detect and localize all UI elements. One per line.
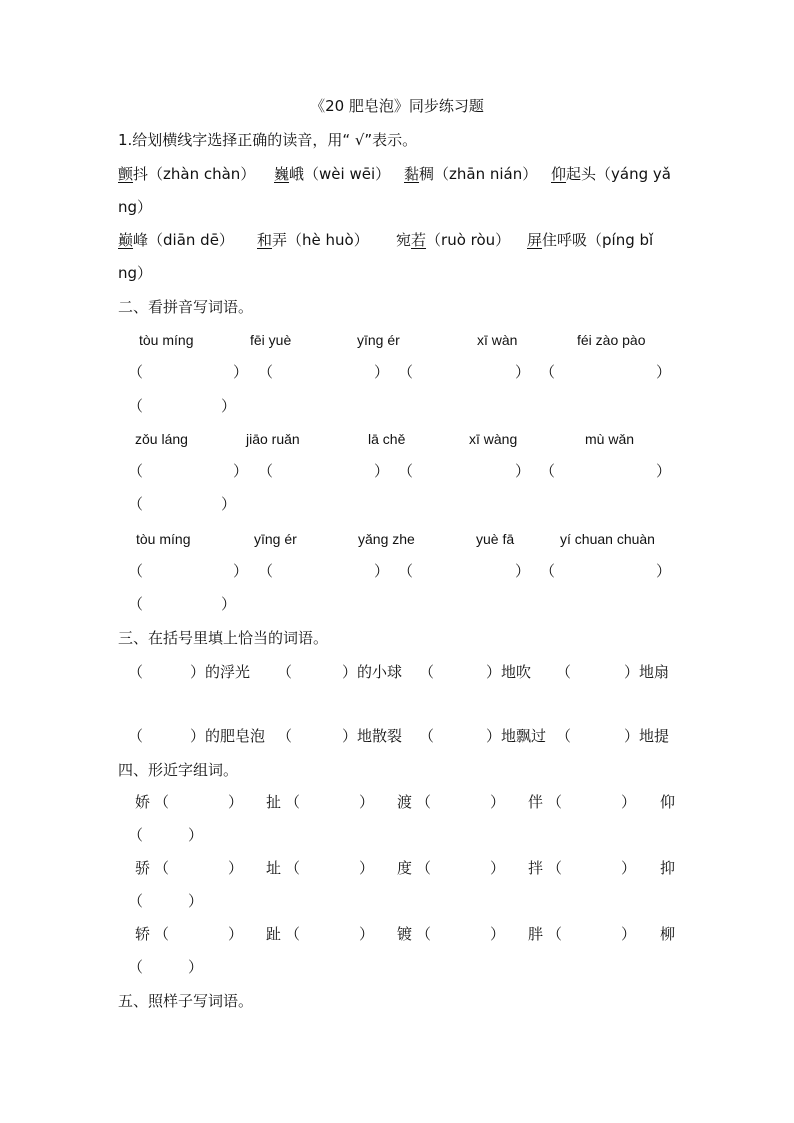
phrase-text: 地飘过: [501, 727, 547, 745]
answer-bracket: （: [128, 562, 144, 580]
pinyin: xī wàng: [469, 431, 518, 447]
answer-bracket: ）: [515, 562, 531, 580]
answer-bracket: （: [277, 727, 293, 745]
similar-char: 娇: [135, 793, 151, 811]
answer-bracket: （: [398, 462, 414, 480]
answer-bracket: ）: [359, 925, 375, 943]
fill-phrase: ）地吹: [486, 663, 532, 681]
answer-bracket: （: [398, 562, 414, 580]
answer-bracket: （: [285, 925, 301, 943]
answer-bracket: ）: [188, 826, 204, 844]
fill-phrase: ）的肥皂泡: [190, 727, 266, 745]
pinyin: tòu míng: [139, 332, 194, 348]
answer-bracket: （: [258, 363, 274, 381]
item-text: 稠（zhān nián）: [419, 165, 538, 183]
q1-item: [551, 164, 671, 184]
similar-char: 拌: [528, 859, 544, 877]
answer-bracket: （: [154, 925, 170, 943]
answer-bracket: ）: [188, 892, 204, 910]
answer-bracket: （: [154, 859, 170, 877]
item-text: 抖（zhàn chàn）: [133, 165, 256, 183]
fill-phrase: ）地提: [624, 727, 670, 745]
phrase-text: 地吹: [501, 663, 532, 681]
q4-heading: 四、形近字组词。: [118, 761, 239, 779]
item-text: 峰（diān dē）: [133, 231, 234, 249]
pinyin: yīng ér: [254, 531, 297, 547]
answer-bracket: ）: [221, 397, 237, 415]
answer-bracket: （: [285, 793, 301, 811]
q2-heading: 二、看拼音写词语。: [118, 298, 254, 316]
q1-item: [404, 164, 537, 184]
underlined-char: 仰: [551, 165, 567, 183]
q1-heading: 1.给划横线字选择正确的读音，用“ √”表示。: [118, 131, 418, 149]
answer-bracket: ）: [228, 793, 244, 811]
underlined-char: 黏: [404, 165, 420, 183]
answer-bracket: （: [556, 727, 572, 745]
pinyin: yí chuan chuàn: [560, 531, 655, 547]
answer-bracket: （: [128, 663, 144, 681]
pinyin: fēi yuè: [250, 332, 292, 348]
answer-bracket: ）: [656, 462, 672, 480]
underlined-char: 颤: [118, 165, 134, 183]
answer-bracket: ）: [233, 363, 249, 381]
item-text: 弄（hè huò）: [272, 231, 369, 249]
answer-bracket: （: [419, 727, 435, 745]
answer-bracket: ）: [359, 859, 375, 877]
item-text: （ruò ròu）: [426, 231, 511, 249]
similar-char: 趾: [266, 925, 282, 943]
answer-bracket: （: [547, 793, 563, 811]
answer-bracket: （: [419, 663, 435, 681]
underlined-char: 和: [257, 231, 273, 249]
phrase-text: 的小球: [357, 663, 403, 681]
pinyin: féi zào pào: [577, 332, 646, 348]
fill-phrase: ）的浮光: [190, 663, 251, 681]
q1-item: [257, 230, 369, 250]
pinyin: xī wàn: [477, 332, 518, 348]
similar-char: 伴: [528, 793, 544, 811]
answer-bracket: ）: [490, 925, 506, 943]
answer-bracket: （: [416, 925, 432, 943]
pinyin: mù wǎn: [585, 431, 635, 447]
similar-char: 渡: [397, 793, 413, 811]
answer-bracket: ）: [228, 859, 244, 877]
q1-item: [527, 230, 653, 250]
answer-bracket: ）: [374, 562, 390, 580]
answer-bracket: （: [128, 462, 144, 480]
pinyin: jiāo ruǎn: [246, 431, 300, 447]
pinyin: yīng ér: [357, 332, 400, 348]
answer-bracket: ）: [656, 562, 672, 580]
pinyin: yuè fā: [476, 531, 515, 547]
answer-bracket: ）: [359, 793, 375, 811]
answer-bracket: （: [128, 397, 144, 415]
answer-bracket: （: [547, 925, 563, 943]
phrase-text: 地扇: [639, 663, 670, 681]
answer-bracket: （: [128, 495, 144, 513]
answer-bracket: （: [540, 363, 556, 381]
pinyin: lā chě: [368, 431, 406, 447]
q3-heading: 三、在括号里填上恰当的词语。: [118, 629, 329, 647]
answer-bracket: ）: [490, 859, 506, 877]
answer-bracket: （: [547, 859, 563, 877]
similar-char: 镀: [397, 925, 413, 943]
similar-char: 址: [266, 859, 282, 877]
answer-bracket: （: [128, 826, 144, 844]
answer-bracket: （: [258, 562, 274, 580]
answer-bracket: （: [277, 663, 293, 681]
answer-bracket: （: [540, 462, 556, 480]
similar-char: 扯: [266, 793, 282, 811]
similar-char: 抑: [660, 859, 676, 877]
q1-wrap-text: ng）: [118, 198, 153, 216]
pinyin: yǎng zhe: [358, 531, 415, 547]
pinyin: zǒu láng: [135, 431, 188, 447]
answer-bracket: ）: [515, 462, 531, 480]
fill-phrase: ）的小球: [342, 663, 403, 681]
answer-bracket: ）: [221, 495, 237, 513]
q5-heading: 五、照样子写词语。: [118, 992, 254, 1010]
similar-char: 仰: [660, 793, 676, 811]
answer-bracket: （: [128, 958, 144, 976]
answer-bracket: ）: [228, 925, 244, 943]
underlined-char: 屏: [527, 231, 543, 249]
similar-char: 柳: [660, 925, 676, 943]
phrase-text: 地提: [639, 727, 670, 745]
answer-bracket: ）: [621, 925, 637, 943]
underlined-char: 巍: [274, 165, 290, 183]
q1-item: [118, 164, 255, 184]
answer-bracket: ）: [233, 562, 249, 580]
answer-bracket: （: [128, 363, 144, 381]
similar-char: 胖: [528, 925, 544, 943]
q1-wrap-text: ng）: [118, 264, 153, 282]
answer-bracket: （: [128, 892, 144, 910]
similar-char: 度: [397, 859, 413, 877]
phrase-text: 的肥皂泡: [205, 727, 266, 745]
answer-bracket: （: [128, 727, 144, 745]
phrase-text: 的浮光: [205, 663, 251, 681]
item-text: 住呼吸（píng bǐ: [542, 231, 654, 249]
similar-char: 骄: [135, 859, 151, 877]
pinyin: tòu míng: [136, 531, 191, 547]
answer-bracket: ）: [188, 958, 204, 976]
answer-bracket: （: [398, 363, 414, 381]
answer-bracket: ）: [656, 363, 672, 381]
answer-bracket: （: [154, 793, 170, 811]
answer-bracket: （: [285, 859, 301, 877]
fill-phrase: ）地散裂: [342, 727, 403, 745]
answer-bracket: ）: [221, 595, 237, 613]
similar-char: 轿: [135, 925, 151, 943]
underlined-char: 巅: [118, 231, 134, 249]
page-title: 《20 肥皂泡》同步练习题: [310, 97, 484, 115]
answer-bracket: ）: [374, 462, 390, 480]
answer-bracket: （: [540, 562, 556, 580]
answer-bracket: （: [258, 462, 274, 480]
answer-bracket: （: [128, 595, 144, 613]
phrase-text: 地散裂: [357, 727, 403, 745]
item-text: 起头（yáng yǎ: [566, 165, 671, 183]
fill-phrase: ）地扇: [624, 663, 670, 681]
item-text: 宛: [396, 231, 412, 249]
answer-bracket: ）: [490, 793, 506, 811]
q1-item: [118, 230, 234, 250]
underlined-char: 若: [411, 231, 427, 249]
q1-item: [396, 230, 510, 250]
fill-phrase: ）地飘过: [486, 727, 547, 745]
answer-bracket: （: [556, 663, 572, 681]
answer-bracket: ）: [233, 462, 249, 480]
answer-bracket: （: [416, 793, 432, 811]
item-text: 峨（wèi wēi）: [289, 165, 391, 183]
answer-bracket: ）: [374, 363, 390, 381]
q1-item: [274, 164, 390, 184]
answer-bracket: ）: [621, 793, 637, 811]
answer-bracket: （: [416, 859, 432, 877]
answer-bracket: ）: [515, 363, 531, 381]
answer-bracket: ）: [621, 859, 637, 877]
